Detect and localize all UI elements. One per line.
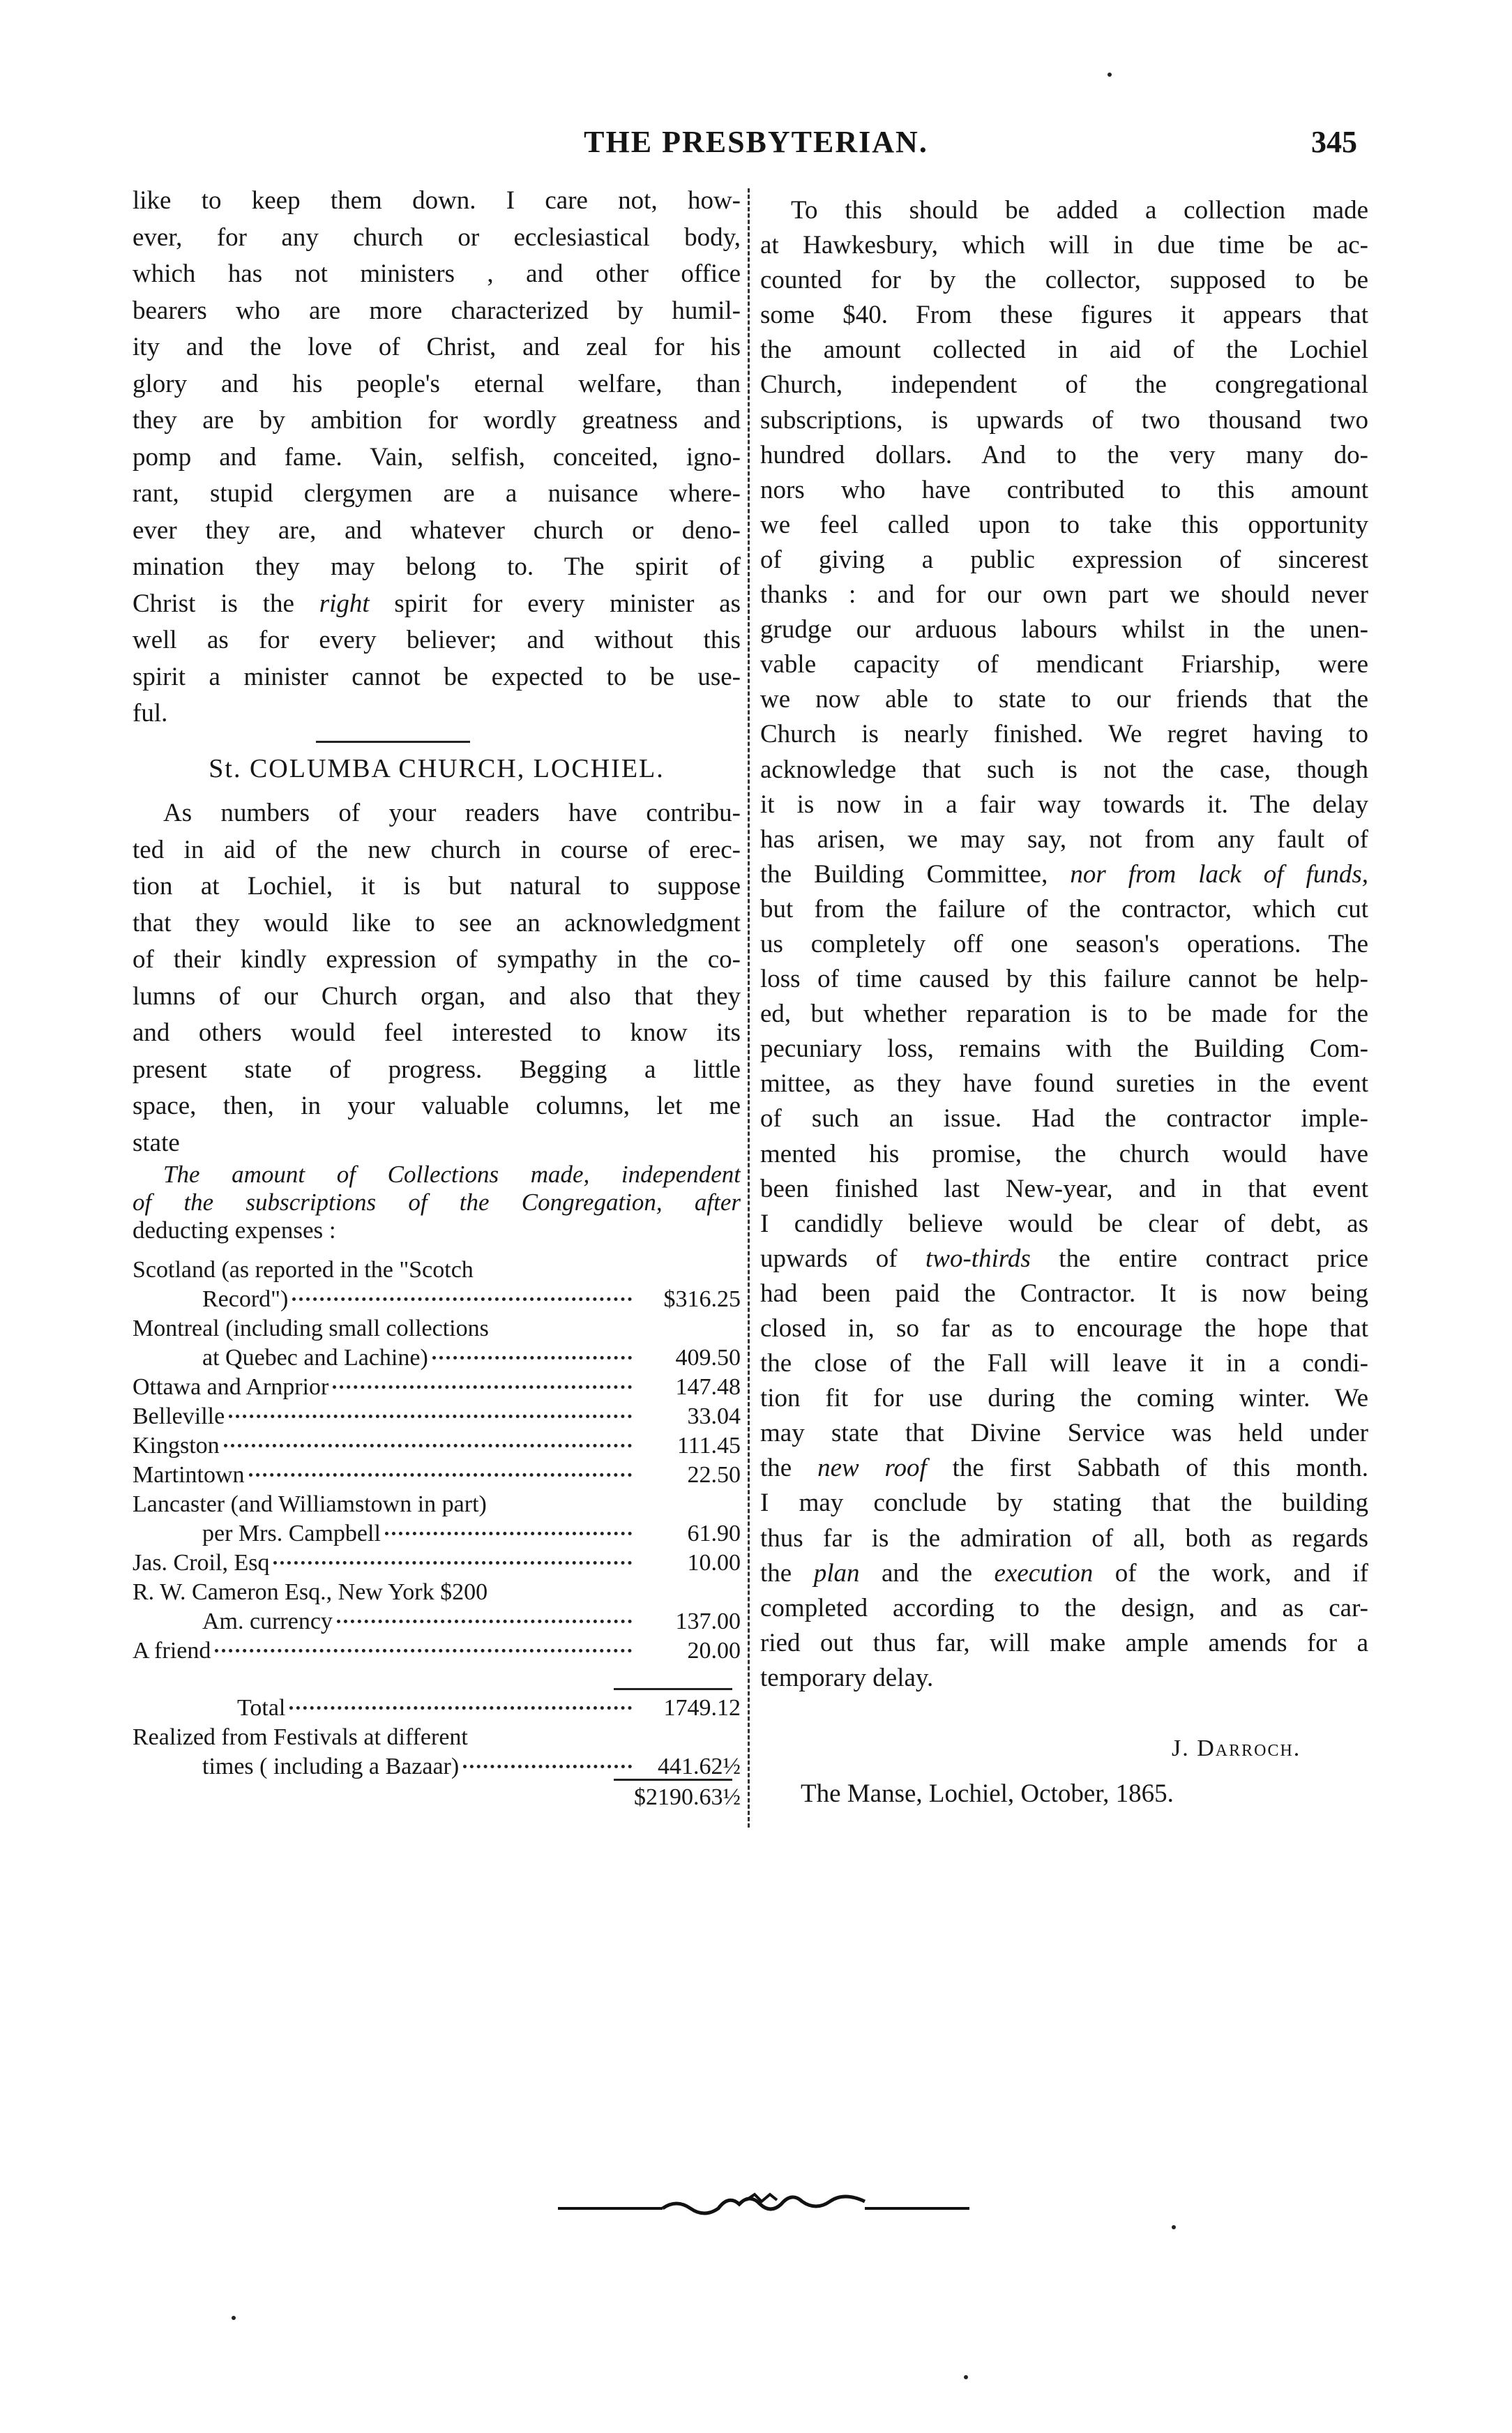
- article-heading: St. COLUMBA CHURCH, LOCHIEL.: [209, 754, 665, 783]
- article-paragraph: [133, 795, 741, 1161]
- speck: [1107, 73, 1112, 77]
- festivals-label-cont: times ( including a Bazaar): [202, 1754, 460, 1779]
- text-line: lumns of our Church organ, and also that they: [133, 981, 741, 1011]
- festivals-amount: 441.62½: [658, 1754, 741, 1779]
- text-line: closed in, so far as to encourage the hope that: [760, 1314, 1368, 1343]
- text-line: but from the failure of the contractor, which cut: [760, 894, 1368, 924]
- column-divider: [748, 188, 750, 1828]
- text-line: which has not ministers , and other office: [133, 259, 741, 288]
- text-line: mented his promise, the church would have: [760, 1139, 1368, 1168]
- table-row: [133, 1461, 741, 1490]
- text-line: [760, 1242, 1368, 1276]
- total-amount: 1749.12: [663, 1695, 741, 1721]
- text-line: subscriptions, is upwards of two thousand two: [760, 405, 1368, 435]
- text-line: As numbers of your readers have contribu-: [163, 799, 741, 827]
- total-label: Total: [237, 1695, 286, 1721]
- text-line: counted for by the collector, supposed to be: [760, 266, 1368, 295]
- dot-leader: [337, 1620, 632, 1623]
- festivals-row-cont: [133, 1752, 741, 1782]
- table-row: [133, 1402, 741, 1431]
- text-segment: the first Sabbath of this month.: [926, 1454, 1368, 1483]
- dot-leader: [333, 1385, 632, 1389]
- row-amount: 61.90: [687, 1521, 741, 1546]
- dot-leader: [289, 1706, 632, 1710]
- row-label: R. W. Cameron Esq., New York $200: [133, 1579, 488, 1605]
- text-line: it is now in a fair way towards it. The delay: [760, 790, 1368, 819]
- dateline: The Manse, Lochiel, October, 1865.: [801, 1779, 1174, 1808]
- text-line: loss of time caused by this failure cannot be help-: [760, 965, 1368, 994]
- grand-total-amount: $2190.63½: [634, 1784, 741, 1810]
- totals-block: [133, 1694, 741, 1782]
- emphasis-text: right: [319, 589, 370, 618]
- text-segment: the Building Committee,: [760, 859, 1071, 889]
- text-line: present state of progress. Begging a little: [133, 1055, 741, 1084]
- text-line: at Hawkesbury, which will in due time be ac-: [760, 231, 1368, 260]
- row-amount: 33.04: [687, 1403, 741, 1429]
- table-row: [133, 1256, 741, 1285]
- row-label: Scotland (as reported in the "Scotch: [133, 1257, 474, 1283]
- emphasis-text: new roof: [817, 1454, 927, 1483]
- text-segment: Christ is the: [133, 589, 319, 618]
- row-label: per Mrs. Campbell: [202, 1521, 381, 1546]
- text-line: like to keep them down. I care not, how-: [133, 186, 741, 215]
- left-paragraph-1: [133, 183, 741, 732]
- row-amount: 20.00: [687, 1638, 741, 1664]
- dot-leader: [292, 1297, 632, 1301]
- ornament-flourish: [558, 2190, 969, 2225]
- text-line: temporary delay.: [760, 1663, 934, 1692]
- text-line: thus far is the admiration of all, both as regards: [760, 1523, 1368, 1553]
- collections-intro: [133, 1161, 741, 1244]
- text-segment: of the work, and if: [1093, 1558, 1368, 1588]
- text-line: state: [133, 1128, 180, 1157]
- text-line: of such an issue. Had the contractor imple-: [760, 1104, 1368, 1133]
- text-line: of their kindly expression of sympathy in the co-: [133, 945, 741, 974]
- dot-leader: [215, 1649, 632, 1652]
- text-line: tion at Lochiel, it is but natural to suppose: [133, 872, 741, 901]
- dot-leader: [385, 1532, 632, 1535]
- table-row: [133, 1431, 741, 1461]
- text-segment: the entire contract price: [1030, 1244, 1368, 1273]
- text-line: has arisen, we may say, not from any fault of: [760, 824, 1368, 854]
- dot-leader: [249, 1473, 632, 1477]
- text-line: ever they are, and whatever church or deno-: [133, 515, 741, 545]
- text-line: I may conclude by stating that the building: [760, 1489, 1368, 1518]
- text-segment: spirit for every minister as: [369, 589, 741, 618]
- emphasis-text: two-thirds: [925, 1244, 1031, 1273]
- text-segment: and the: [859, 1558, 995, 1588]
- text-line: spirit a minister cannot be expected to be use-: [133, 662, 741, 691]
- text-line: mination they may belong to. The spirit of: [133, 552, 741, 581]
- text-line: of giving a public expression of sincerest: [760, 545, 1368, 574]
- row-label: Lancaster (and Williamstown in part): [133, 1491, 487, 1517]
- dot-leader: [432, 1356, 632, 1359]
- text-segment: upwards of: [760, 1244, 926, 1273]
- page-number: 345: [1311, 125, 1357, 159]
- table-row: [133, 1373, 741, 1402]
- table-row: [133, 1490, 741, 1519]
- text-line: rant, stupid clergymen are a nuisance where-: [133, 479, 741, 508]
- grand-total-row: [133, 1783, 741, 1812]
- row-amount: 111.45: [677, 1433, 741, 1459]
- text-line: To this should be added a collection made: [791, 196, 1368, 225]
- text-line: acknowledge that such is not the case, though: [760, 755, 1368, 784]
- text-line: nors who have contributed to this amount: [760, 475, 1368, 504]
- row-amount: 22.50: [687, 1462, 741, 1488]
- text-line: pomp and fame. Vain, selfish, conceited, igno-: [133, 442, 741, 472]
- sum-rule: [614, 1688, 732, 1690]
- text-line: tion fit for use during the coming winter. We: [760, 1384, 1368, 1413]
- row-label: at Quebec and Lachine): [202, 1345, 428, 1371]
- text-line: some $40. From these figures it appears that: [760, 301, 1368, 330]
- dot-leader: [224, 1444, 632, 1447]
- section-rule: [316, 741, 470, 743]
- row-label: Kingston: [133, 1433, 220, 1459]
- emphasis-text: deducting expenses :: [133, 1216, 336, 1244]
- text-line: may state that Divine Service was held under: [760, 1419, 1368, 1448]
- row-label: Martintown: [133, 1462, 245, 1488]
- text-line: ed, but whether reparation is to be made for the: [760, 1000, 1368, 1029]
- dot-leader: [273, 1561, 632, 1565]
- text-line: pecuniary loss, remains with the Building Com-: [760, 1034, 1368, 1064]
- text-line: grudge our arduous labours whilst in the unen-: [760, 615, 1368, 645]
- row-amount: $316.25: [663, 1286, 741, 1312]
- text-line: Church is nearly finished. We regret having to: [760, 720, 1368, 749]
- text-line: [133, 586, 741, 623]
- text-line: [133, 1216, 741, 1244]
- text-line: ever, for any church or ecclesiastical body,: [133, 223, 741, 252]
- table-row: [133, 1549, 741, 1578]
- festivals-label: Realized from Festivals at different: [133, 1724, 468, 1750]
- text-line: mittee, as they have found sureties in the event: [760, 1069, 1368, 1099]
- row-label: Montreal (including small collections: [133, 1316, 489, 1341]
- table-row: [133, 1343, 741, 1373]
- text-line: glory and his people's eternal welfare, than: [133, 369, 741, 398]
- table-row: [133, 1519, 741, 1549]
- text-line: been finished last New-year, and in that event: [760, 1174, 1368, 1203]
- row-amount: 10.00: [687, 1550, 741, 1576]
- row-label: A friend: [133, 1638, 211, 1664]
- row-amount: 409.50: [675, 1345, 741, 1371]
- grand-total-block: [133, 1783, 741, 1812]
- emphasis-text: plan: [813, 1558, 860, 1588]
- text-line: us completely off one season's operations. The: [760, 929, 1368, 958]
- festivals-row: [133, 1723, 741, 1752]
- text-line: we feel called upon to take this opportunity: [760, 510, 1368, 539]
- table-row: [133, 1314, 741, 1343]
- text-line: vable capacity of mendicant Friarship, were: [760, 650, 1368, 679]
- text-line: ity and the love of Christ, and zeal for his: [133, 333, 741, 361]
- row-label: Record"): [202, 1286, 289, 1312]
- emphasis-text: nor from lack of funds,: [1070, 859, 1368, 889]
- text-line: that they would like to see an acknowledgment: [133, 908, 741, 937]
- row-label: Belleville: [133, 1403, 225, 1429]
- right-column-text: [760, 193, 1368, 1696]
- text-line: the close of the Fall will leave it in a condi-: [760, 1349, 1368, 1378]
- row-label: Jas. Croil, Esq: [133, 1550, 270, 1576]
- text-line: Church, independent of the congregational: [760, 370, 1368, 400]
- text-line: hundred dollars. And to the very many do-: [760, 440, 1368, 469]
- text-line: ried out thus far, will make ample amends for a: [760, 1628, 1368, 1657]
- text-line: thanks : and for our own part we should never: [760, 580, 1368, 610]
- text-line: bearers who are more characterized by humil-: [133, 296, 741, 325]
- table-row: [133, 1578, 741, 1607]
- dot-leader: [229, 1415, 632, 1418]
- grand-total-rule: [614, 1779, 732, 1781]
- text-line: The amount of Collections made, independent: [163, 1161, 741, 1188]
- row-label: Am. currency: [202, 1609, 333, 1634]
- text-line: [760, 1556, 1368, 1591]
- text-segment: the: [760, 1558, 814, 1588]
- collections-table: [133, 1256, 741, 1666]
- signature: J. Darroch.: [1172, 1735, 1301, 1761]
- text-line: of the subscriptions of the Congregation, after: [133, 1189, 741, 1216]
- total-row: [133, 1694, 741, 1723]
- speck: [232, 2316, 236, 2320]
- text-line: had been paid the Contractor. It is now being: [760, 1279, 1368, 1308]
- running-header-title: THE PRESBYTERIAN.: [584, 125, 928, 159]
- text-segment: the: [760, 1454, 818, 1483]
- speck: [1172, 2225, 1176, 2229]
- row-amount: 137.00: [675, 1609, 741, 1634]
- text-line: we now able to state to our friends that the: [760, 685, 1368, 714]
- text-line: [760, 1451, 1368, 1486]
- table-row: [133, 1285, 741, 1314]
- text-line: [760, 857, 1368, 892]
- table-row: [133, 1636, 741, 1666]
- text-line: and others would feel interested to know its: [133, 1018, 741, 1047]
- text-line: completed according to the design, and as car-: [760, 1593, 1368, 1622]
- text-line: space, then, in your valuable columns, let me: [133, 1092, 741, 1120]
- emphasis-text: execution: [994, 1558, 1094, 1588]
- row-label: Ottawa and Arnprior: [133, 1374, 329, 1400]
- text-line: ful.: [133, 699, 168, 728]
- speck: [964, 2375, 968, 2379]
- text-line: ted in aid of the new church in course of erec-: [133, 835, 741, 864]
- dot-leader: [463, 1765, 632, 1768]
- text-line: well as for every believer; and without this: [133, 626, 741, 654]
- row-amount: 147.48: [675, 1374, 741, 1400]
- text-line: they are by ambition for wordly greatness and: [133, 406, 741, 435]
- table-row: [133, 1607, 741, 1636]
- text-line: the amount collected in aid of the Lochiel: [760, 336, 1368, 365]
- text-line: I candidly believe would be clear of debt, as: [760, 1209, 1368, 1238]
